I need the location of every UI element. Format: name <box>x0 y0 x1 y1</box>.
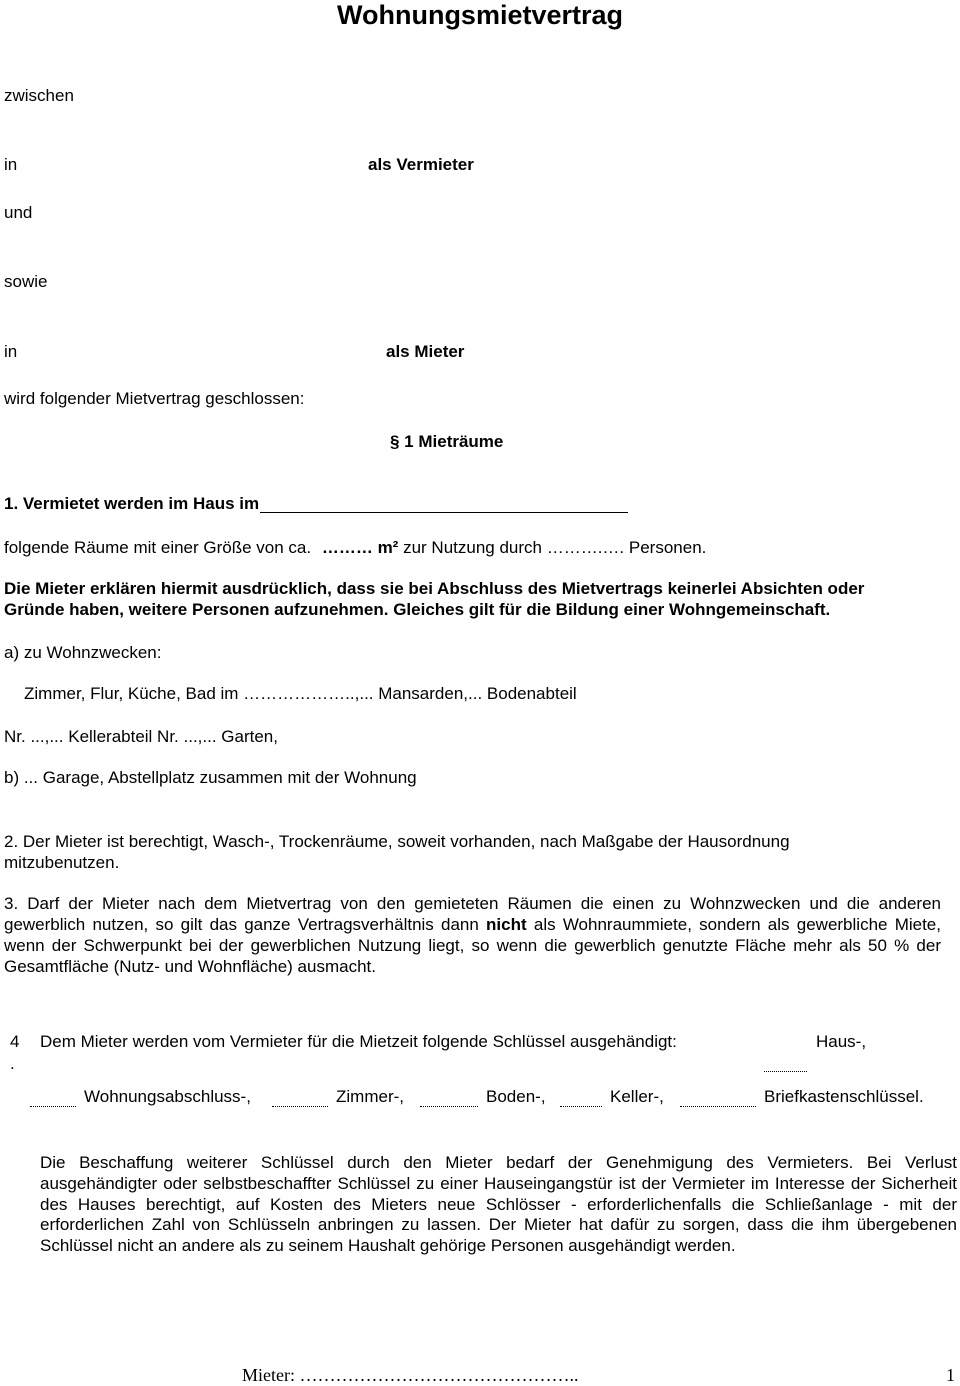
groesse-text-c: zur Nutzung durch ……….…. Personen. <box>403 538 707 557</box>
footer-mieter-signature: Mieter: ……………………………………….. <box>242 1365 579 1385</box>
boden-key-label: Boden-, <box>486 1087 546 1106</box>
und-label: und <box>4 203 33 222</box>
boden-blank <box>420 1106 478 1107</box>
als-vermieter-label: als Vermieter <box>368 155 474 174</box>
als-mieter-label: als Mieter <box>386 342 465 361</box>
section-4-dot: . <box>10 1054 15 1073</box>
bold-paragraph-line-2: Gründe haben, weitere Personen aufzunehmen. Gleiches gilt für die Bildung einer Wohngemeinschaft. <box>4 600 831 619</box>
key-paragraph: Die Beschaffung weiterer Schlüssel durch den Mieter bedarf der Genehmigung des Vermieters. Bei Verlust ausgehändigter oder selbstbeschaffter Schlüssel zu einer Hauseingangstür ist der Vermieter im Interesse der Sicherheit des Hauses berechtigt, auf Kosten des Mieters neue Schlösser - erforderlichenfalls die Schließanlage - mit der erforderlichen Zahl von Schlüsseln anbringen zu lassen. Der Mieter hat dafür zu sorgen, dass die ihm übergebenen Schlüssel nicht an andere als zu seinem Haushalt gehörige Personen ausgehändigt werden. <box>40 1153 957 1256</box>
document-title: Wohnungsmietvertrag <box>336 0 624 30</box>
item-3-text-post: als Wohnraummiete, sondern als gewerbliche Miete, wenn der Schwerpunkt bei der gewerblichen Nutzung liegt, so wenn die gewerblich genutzte Fläche mehr als 50 % der Gesamtfläche (Nutz- und Wohnfläche) ausmacht. <box>4 915 941 976</box>
zwischen-label: zwischen <box>4 86 74 105</box>
section-1-heading: § 1 Mieträume <box>390 432 504 451</box>
bold-paragraph-line-1: Die Mieter erklären hiermit ausdrücklich, dass sie bei Abschluss des Mietvertrags keinerlei Absichten oder <box>4 579 865 598</box>
section-4-number: 4 <box>10 1032 20 1051</box>
groesse-line <box>4 538 706 558</box>
keller-blank <box>560 1106 602 1107</box>
haus-key-label: Haus-, <box>816 1032 867 1051</box>
zimmer-line: Zimmer, Flur, Küche, Bad im ………………..,... Mansarden,... Bodenabteil <box>24 684 577 703</box>
wohnungsabschluss-key-label: Wohnungsabschluss-, <box>84 1087 251 1106</box>
item-2-paragraph: 2. Der Mieter ist berechtigt, Wasch-, Trockenräume, soweit vorhanden, nach Maßgabe der Hausordnung mitzubenutzen. <box>4 832 790 872</box>
section-4-text: Dem Mieter werden vom Vermieter für die Mietzeit folgende Schlüssel ausgehändigt: <box>40 1032 677 1051</box>
mieter-in-label: in <box>4 342 18 361</box>
item-3-text-bold: nicht <box>486 915 527 934</box>
wohnungsabschluss-blank <box>30 1106 76 1107</box>
garage-line: b) ... Garage, Abstellplatz zusammen mit der Wohnung <box>4 768 417 787</box>
briefkasten-blank <box>680 1106 756 1107</box>
wohnzwecken-label: a) zu Wohnzwecken: <box>4 643 162 662</box>
sowie-label: sowie <box>4 272 48 291</box>
vermieter-in-label: in <box>4 155 18 174</box>
nr-line: Nr. ...,... Kellerabteil Nr. ...,... Garten, <box>4 727 278 746</box>
geschlossen-label: wird folgender Mietvertrag geschlossen: <box>4 389 305 408</box>
item-3-text-pre: 3. Darf der Mieter nach dem Mietvertrag von den gemieteten Räumen die einen zu Wohnzwecken und die anderen gewerblich nutzen, so gilt das ganze Vertragsverhältnis dann <box>4 894 941 934</box>
zimmer-blank <box>272 1106 328 1107</box>
briefkasten-key-label: Briefkastenschlüssel. <box>764 1087 924 1106</box>
zimmer-key-label: Zimmer-, <box>336 1087 404 1106</box>
groesse-text-a: folgende Räume mit einer Größe von ca. <box>4 538 312 557</box>
haus-key-blank <box>764 1071 807 1072</box>
item-1-label: 1. Vermietet werden im Haus im <box>4 494 260 513</box>
item-3-paragraph <box>4 893 941 977</box>
haus-blank-line <box>260 512 628 513</box>
footer-page-number: 1 <box>946 1365 955 1385</box>
keller-key-label: Keller-, <box>610 1087 664 1106</box>
groesse-text-b: ……… m² <box>321 538 399 557</box>
